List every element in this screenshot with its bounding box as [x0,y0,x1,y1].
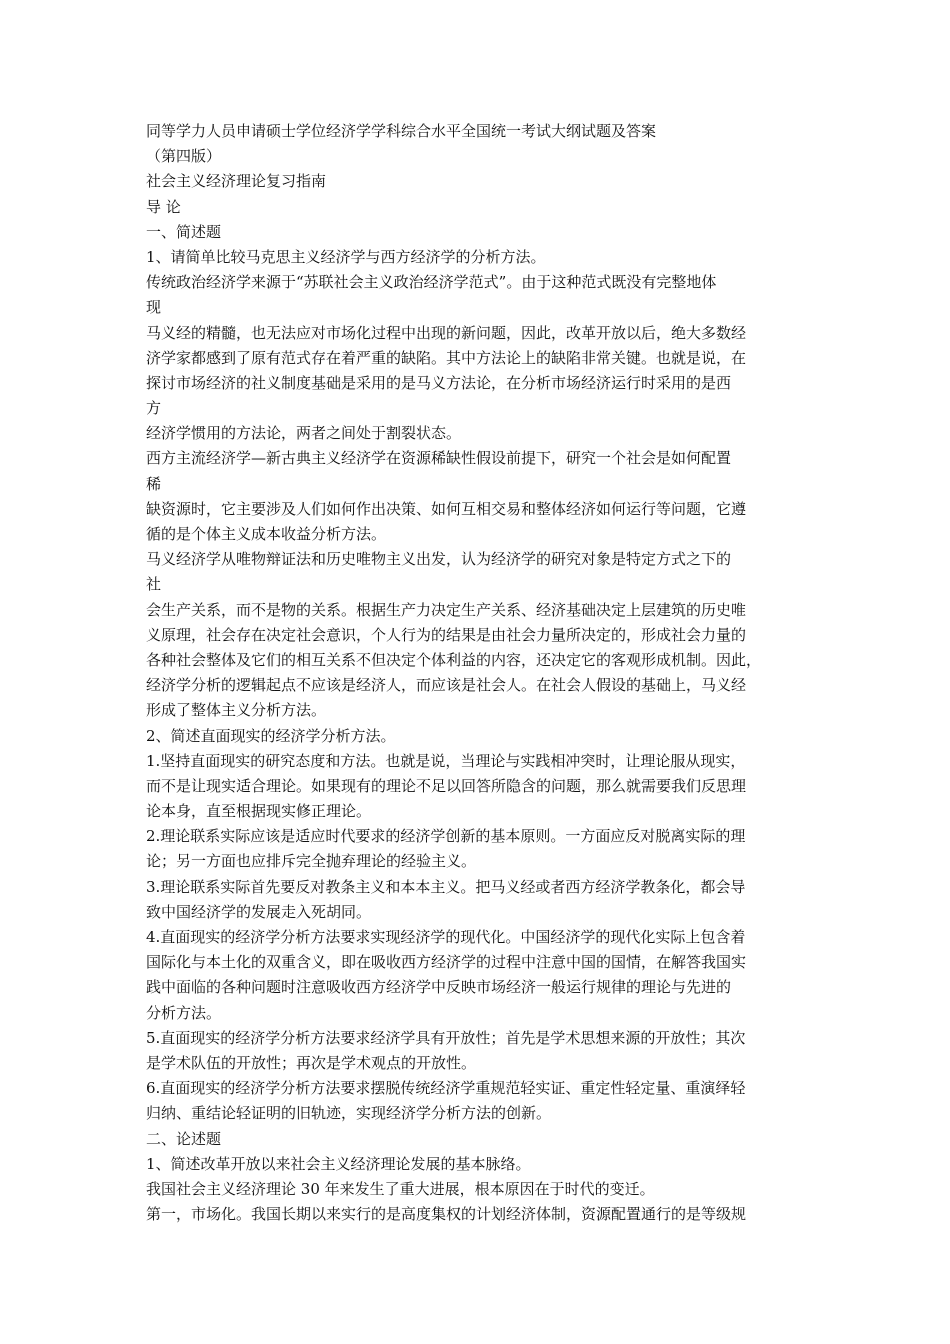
text-line: 致中国经济学的发展走入死胡同。 [146,902,372,921]
text-line: 国际化与本土化的双重含义，即在吸收西方经济学的过程中注意中国的国情，在解答我国实 [146,953,747,972]
text-line: 西方主流经济学—新古典主义经济学在资源稀缺性假设前提下，研究一个社会是如何配置 [146,449,732,468]
text-line: 会生产关系，而不是物的关系。根据生产力决定生产关系、经济基础决定上层建筑的历史唯 [146,600,747,619]
text-line: 传统政治经济学来源于“苏联社会主义政治经济学范式”。由于这种范式既没有完整地体 [146,273,717,292]
text-line: 循的是个体主义成本收益分析方法。 [146,525,387,543]
text-line: 5.直面现实的经济学分析方法要求经济学具有开放性；首先是学术思想来源的开放性；其次 [146,1028,746,1047]
text-line: 形成了整体主义分析方法。 [146,701,327,720]
doc-subtitle: 社会主义经济理论复习指南 [146,172,327,191]
text-line: 马义经济学从唯物辩证法和历史唯物主义出发，认为经济学的研究对象是特定方式之下的 [146,550,732,569]
text-line: 济学家都感到了原有范式存在着严重的缺陷。其中方法论上的缺陷非常关键。也就是说，在 [146,348,747,367]
question-heading: 1、请简单比较马克思主义经济学与西方经济学的分析方法。 [146,247,546,266]
text-line: 社 [146,575,162,594]
text-line: 归纳、重结论轻证明的旧轨迹，实现经济学分析方法的创新。 [146,1104,552,1123]
question-heading: 2、简述直面现实的经济学分析方法。 [146,726,396,745]
section-heading: 一、简述题 [146,222,222,241]
text-line: 是学术队伍的开放性；再次是学术观点的开放性。 [146,1053,477,1072]
text-line: 4.直面现实的经济学分析方法要求实现经济学的现代化。中国经济学的现代化实际上包含着 [146,928,746,946]
text-line: 6.直面现实的经济学分析方法要求摆脱传统经济学重规范轻实证、重定性轻定量、重演绎轻 [146,1079,746,1098]
text-line: 经济学惯用的方法论，两者之间处于割裂状态。 [146,424,462,443]
text-line: 我国社会主义经济理论 30 年来发生了重大进展，根本原因在于时代的变迁。 [146,1179,655,1198]
question-heading: 1、简述改革开放以来社会主义经济理论发展的基本脉络。 [146,1154,531,1173]
text-line: 各种社会整体及它们的相互关系不但决定个体利益的内容，还决定它的客观形成机制。因此， [146,650,762,669]
text-line: 2.理论联系实际应该是适应时代要求的经济学创新的基本原则。一方面应反对脱离实际的理 [146,827,746,846]
section-heading: 二、论述题 [146,1129,222,1148]
text-line: 马义经的精髓，也无法应对市场化过程中出现的新问题，因此，改革开放以后，绝大多数经 [146,323,747,342]
text-line: 论本身，直至根据现实修正理论。 [146,802,372,821]
text-line: 3.理论联系实际首先要反对教条主义和本本主义。把马义经或者西方经济学教条化，都会导 [146,877,746,896]
text-line: 分析方法。 [146,1003,222,1022]
text-line: 现 [146,298,162,317]
chapter-heading: 导 论 [146,197,181,216]
text-line: 方 [146,399,162,418]
text-line: 1.坚持直面现实的研究态度和方法。也就是说，当理论与实践相冲突时，让理论服从现实， [146,751,746,770]
doc-title: 同等学力人员申请硕士学位经济学学科综合水平全国统一考试大纲试题及答案 [146,122,657,140]
document-body [146,119,826,1227]
text-line: 论；另一方面也应排斥完全抛弃理论的经验主义。 [146,852,477,871]
text-line: 经济学分析的逻辑起点不应该是经济人，而应该是社会人。在社会人假设的基础上，马义经 [146,676,747,695]
text-line: 探讨市场经济的社义制度基础是采用的是马义方法论，在分析市场经济运行时采用的是西 [146,373,732,392]
text-line: 稀 [146,474,162,493]
text-line: 缺资源时，它主要涉及人们如何作出决策、如何互相交易和整体经济如何运行等问题，它遵 [146,499,747,518]
doc-edition: （第四版） [146,147,222,166]
text-line: 第一，市场化。我国长期以来实行的是高度集权的计划经济体制，资源配置通行的是等级规 [146,1205,747,1224]
text-line: 而不是让现实适合理论。如果现有的理论不足以回答所隐含的问题，那么就需要我们反思理 [146,776,747,795]
text-line: 义原理，社会存在决定社会意识，个人行为的结果是由社会力量所决定的，形成社会力量的 [146,625,747,644]
text-line: 践中面临的各种问题时注意吸收西方经济学中反映市场经济一般运行规律的理论与先进的 [146,978,732,997]
